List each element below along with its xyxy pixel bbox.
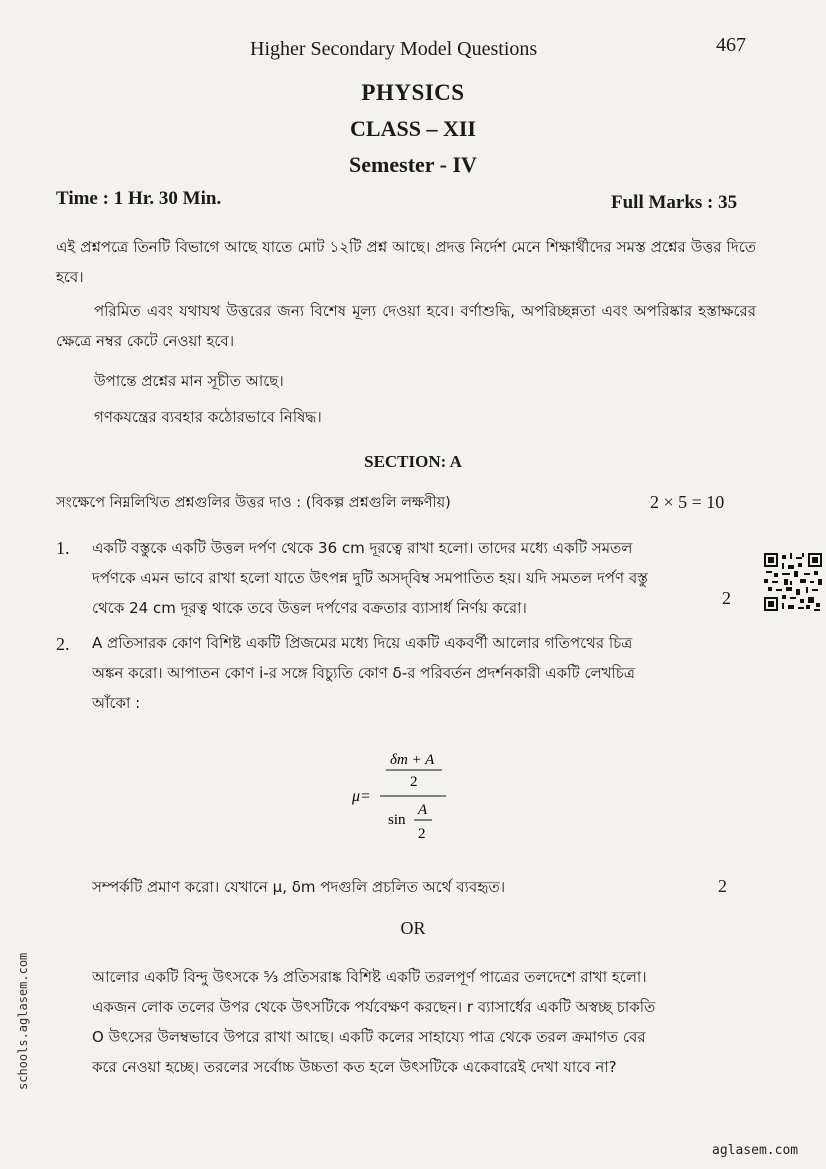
or-separator: OR bbox=[400, 918, 426, 938]
section-a-marks: 2 × 5 = 10 bbox=[650, 492, 725, 512]
question-2-number: 2. bbox=[56, 634, 70, 654]
qr-code-icon bbox=[764, 553, 822, 611]
question-2-proof-text: সম্পর্কটি প্রমাণ করো। যেখানে μ, δm পদগুলি প্রচলিত অর্থে ব্যবহৃত। bbox=[92, 878, 506, 896]
question-2-alt-line: একজন লোক তলের উপর থেকে উৎসটিকে পর্যবেক্ষণ করছেন। r ব্যাসার্ধের একটি অস্বচ্ছ চাকতি bbox=[92, 998, 656, 1016]
formula-inner-denominator: 2 bbox=[410, 774, 418, 790]
full-marks: Full Marks : 35 bbox=[611, 192, 738, 213]
semester-title: Semester - IV bbox=[349, 152, 477, 177]
formula-sin: sin bbox=[388, 812, 406, 828]
question-1-number: 1. bbox=[56, 538, 70, 558]
bottom-watermark: aglasem.com bbox=[712, 1143, 799, 1158]
question-2-alt-line: আলোর একটি বিন্দু উৎসকে ⁵⁄₃ প্রতিসরাঙ্ক বিশিষ্ট একটি তরলপূর্ণ পাত্রের তলদেশে রাখা হলো। bbox=[92, 968, 647, 986]
formula-sin-denominator: 2 bbox=[418, 826, 426, 842]
exam-time: Time : 1 Hr. 30 Min. bbox=[56, 188, 222, 209]
question-2-line: A প্রতিসারক কোণ বিশিষ্ট একটি প্রিজমের মধ্যে দিয়ে একটি একবর্ণী আলোর গতিপথের চিত্র bbox=[92, 634, 633, 652]
section-a-title: SECTION: A bbox=[364, 452, 462, 471]
class-title: CLASS – XII bbox=[350, 116, 476, 141]
section-a-instruction: সংক্ষেপে নিম্নলিখিত প্রশ্নগুলির উত্তর দাও : (বিকল্প প্রশ্নগুলি লক্ষণীয়) bbox=[56, 495, 451, 511]
instruction-paragraph-2: পরিমিত এবং যথাযথ উত্তরের জন্য বিশেষ মূল্য দেওয়া হবে। বর্ণাশুদ্ধি, অপরিচ্ছন্নতা এবং অপরিষ্কার হস্তাক্ষরের ক্ষেত্রে নম্বর কেটে নেওয়া হবে। bbox=[56, 302, 756, 350]
question-2-alt-line: করে নেওয়া হচ্ছে। তরলের সর্বোচ্চ উচ্চতা কত হলে উৎসটিকে একেবারেই দেখা যাবে না? bbox=[92, 1058, 617, 1076]
page-number: 467 bbox=[716, 34, 746, 56]
instruction-paragraph-4: গণকযন্ত্রের ব্যবহার কঠোরভাবে নিষিদ্ধ। bbox=[94, 408, 322, 426]
subject-title: PHYSICS bbox=[361, 80, 465, 105]
question-2-line: আঁকো : bbox=[92, 694, 141, 712]
question-2-line: অঙ্কন করো। আপাতন কোণ i-র সঙ্গে বিচ্যুতি কোণ δ-র পরিবর্তন প্রদর্শনকারী একটি লেখচিত্র bbox=[92, 664, 635, 682]
instruction-paragraph-3: উপান্তে প্রশ্নের মান সূচীত আছে। bbox=[94, 372, 284, 390]
question-2-alt-line: O উৎসের উলম্বভাবে উপরে রাখা আছে। একটি কলের সাহায্যে পাত্র থেকে তরল ক্রমাগত বের bbox=[92, 1028, 646, 1046]
question-1-line: থেকে 24 cm দূরত্ব থাকে তবে উত্তল দর্পণের বক্রতার ব্যাসার্ধ নির্ণয় করো। bbox=[92, 599, 527, 617]
question-1-line: দর্পণকে এমন ভাবে রাখা হলো যাতে উৎপন্ন দুটি অসদ্‌বিম্ব সমপাতিত হয়। যদি সমতল দর্পণ বস্তু bbox=[92, 569, 648, 587]
question-1-line: একটি বস্তুকে একটি উত্তল দর্পণ থেকে 36 cm দূরত্বে রাখা হলো। তাদের মধ্যে একটি সমতল bbox=[92, 539, 633, 557]
question-2-text bbox=[92, 628, 752, 718]
book-header-title: Higher Secondary Model Questions bbox=[250, 38, 538, 60]
formula-inner-numerator: δm + A bbox=[390, 752, 435, 768]
formula-sin-numerator: A bbox=[418, 802, 428, 818]
question-2-alternative-text bbox=[92, 962, 752, 1082]
question-1-marks: 2 bbox=[722, 588, 731, 608]
side-watermark: schools.aglasem.com bbox=[16, 952, 30, 1090]
formula-lhs: μ= bbox=[352, 788, 371, 805]
refractive-index-formula bbox=[352, 744, 452, 854]
question-1-text bbox=[92, 533, 752, 623]
question-2-marks: 2 bbox=[718, 876, 727, 896]
instruction-paragraph-1: এই প্রশ্নপত্রে তিনটি বিভাগে আছে যাতে মোট ১২টি প্রশ্ন আছে। প্রদত্ত নির্দেশ মেনে শিক্ষার্থীদের সমস্ত প্রশ্নের উত্তর দিতে হবে। bbox=[56, 238, 756, 286]
